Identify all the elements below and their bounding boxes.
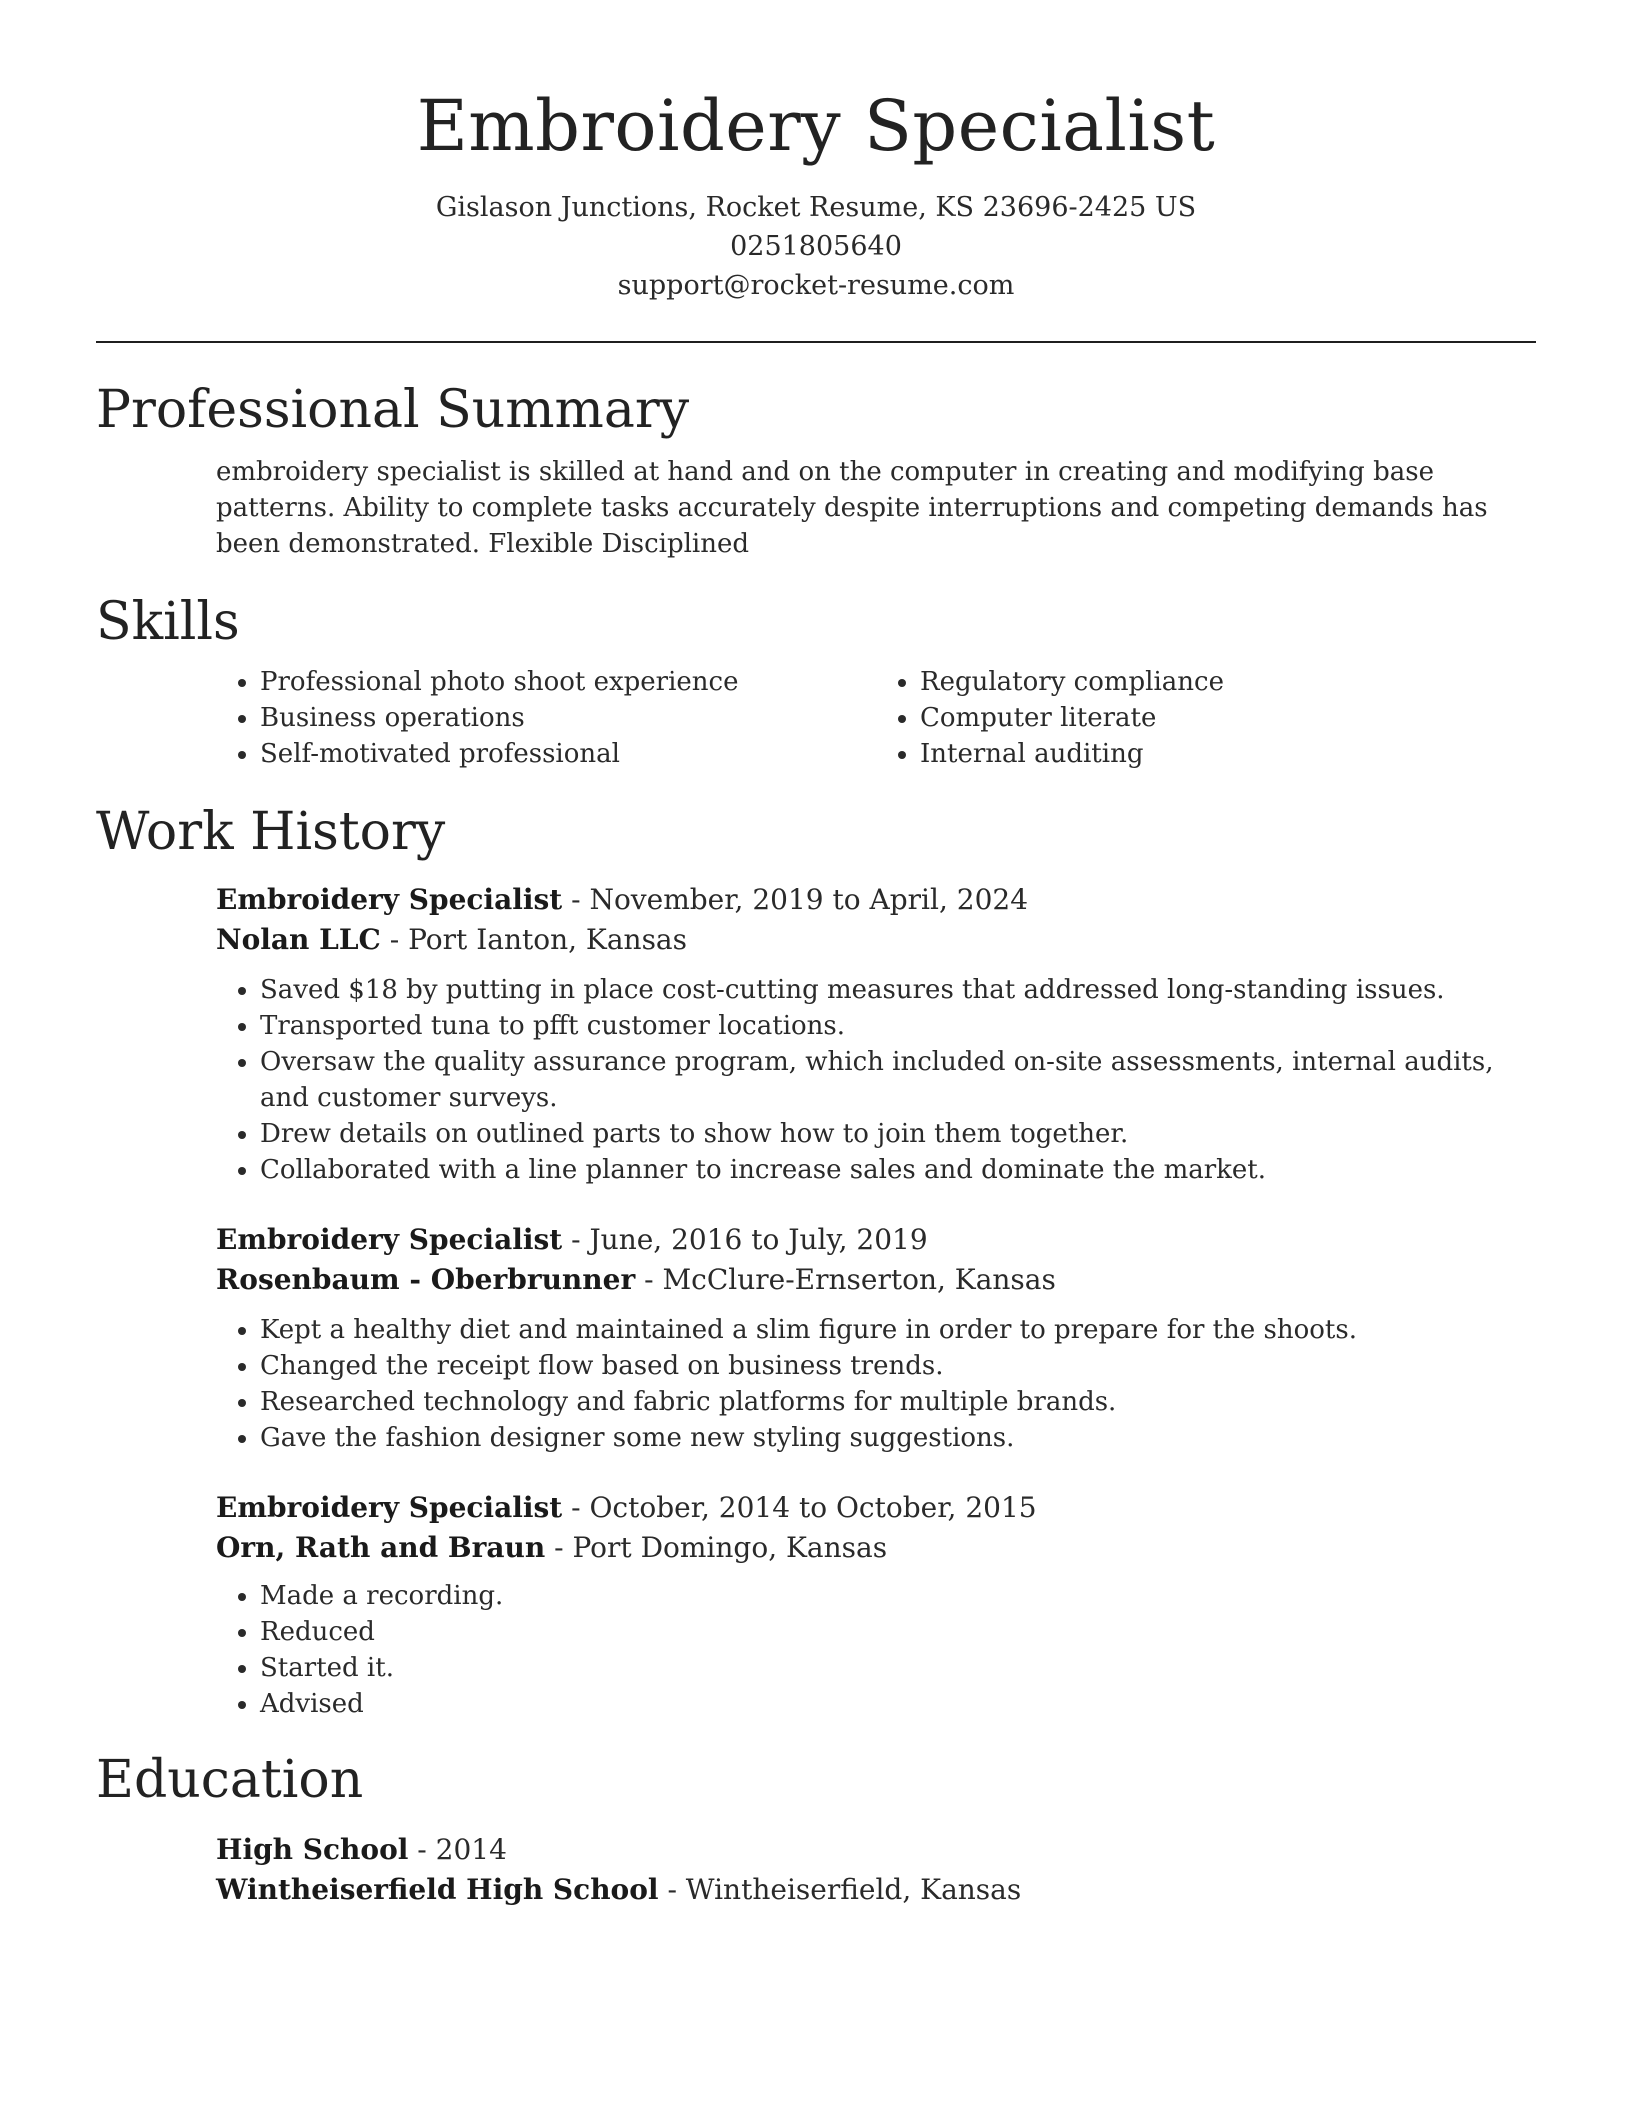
job-location: - Port Ianton, Kansas [380,923,687,956]
skills-heading: Skills [96,592,240,652]
job-bullet: • Transported tuna to pfft customer locations. [260,1008,1536,1044]
job-entry [216,880,1536,1188]
work-heading: Work History [96,802,446,862]
education-year: - 2014 [408,1833,507,1866]
contact-email: support@rocket-resume.com [617,270,1015,301]
job-company: Orn, Rath and Braun [216,1531,546,1564]
job-bullet: • Started it. [260,1650,1536,1686]
header-divider [96,341,1536,343]
skills-list-left [216,664,876,772]
resume-title: Embroidery Specialist [416,85,1216,167]
education-location: - Wintheiserfield, Kansas [658,1873,1022,1906]
job-title: Embroidery Specialist [216,883,563,916]
job-bullet: • Kept a healthy diet and maintained a slim figure in order to prepare for the shoots. [260,1312,1536,1348]
resume-page [96,0,1536,1906]
job-title: Embroidery Specialist [216,1491,563,1524]
skill-item: • Internal auditing [920,736,1536,772]
job-bullet: • Saved $18 by putting in place cost-cutting measures that addressed long-standing issues. [260,972,1536,1008]
summary-text: embroidery specialist is skilled at hand and on the computer in creating and modifying base patterns. Ability to complete tasks accurately despite interruptions and competing demands has been demonstrated. Flexible Disciplined [216,457,1488,559]
contact-address: Gislason Junctions, Rocket Resume, KS 23696-2425 US [435,192,1197,223]
job-bullet: • Advised [260,1686,1536,1722]
job-location: - McClure-Ernserton, Kansas [635,1263,1056,1296]
job-title-line [216,880,1536,920]
job-dates: - October, 2014 to October, 2015 [562,1491,1037,1524]
education-degree: High School [216,1833,409,1866]
job-bullet: • Drew details on outlined parts to show how to join them together. [260,1116,1536,1152]
education-school: Wintheiserfield High School [216,1873,659,1906]
education-school-line [216,1870,1536,1910]
job-company: Nolan LLC [216,923,381,956]
job-company-line [216,1260,1536,1300]
work-section [96,802,1536,862]
job-dates: - June, 2016 to July, 2019 [562,1223,928,1256]
job-title: Embroidery Specialist [216,1223,563,1256]
skill-item: • Professional photo shoot experience [260,664,876,700]
skills-section [96,592,1536,772]
resume-header [96,0,1536,305]
job-entry [216,1488,1536,1722]
education-entry [216,1830,1536,1910]
job-bullet: • Reduced [260,1614,1536,1650]
job-bullet: • Made a recording. [260,1578,1536,1614]
job-dates: - November, 2019 to April, 2024 [562,883,1029,916]
job-company-line [216,920,1536,960]
job-location: - Port Domingo, Kansas [545,1531,888,1564]
job-title-line [216,1220,1536,1260]
job-bullet: • Collaborated with a line planner to increase sales and dominate the market. [260,1152,1536,1188]
job-bullets [216,1578,1536,1722]
skills-list-right [876,664,1536,772]
job-bullet: • Researched technology and fabric platforms for multiple brands. [260,1384,1536,1420]
job-bullets [216,1312,1536,1456]
job-entry [216,1220,1536,1456]
skill-item: • Regulatory compliance [920,664,1536,700]
job-bullet: • Gave the fashion designer some new styling suggestions. [260,1420,1536,1456]
job-bullet: • Oversaw the quality assurance program, which included on-site assessments, internal audits, and customer surveys. [260,1044,1536,1116]
job-bullets [216,972,1536,1188]
education-section [96,1750,1536,1810]
job-company-line [216,1528,1536,1568]
skills-grid [216,664,1536,772]
contact-phone: 0251805640 [730,231,902,262]
education-heading: Education [96,1750,364,1810]
skill-item: • Business operations [260,700,876,736]
skill-item: • Self-motivated professional [260,736,876,772]
education-degree-line [216,1830,1536,1870]
job-title-line [216,1488,1536,1528]
summary-heading: Professional Summary [96,380,690,440]
skill-item: • Computer literate [920,700,1536,736]
job-bullet: • Changed the receipt flow based on business trends. [260,1348,1536,1384]
job-company: Rosenbaum - Oberbrunner [216,1263,636,1296]
summary-section [96,380,1536,562]
